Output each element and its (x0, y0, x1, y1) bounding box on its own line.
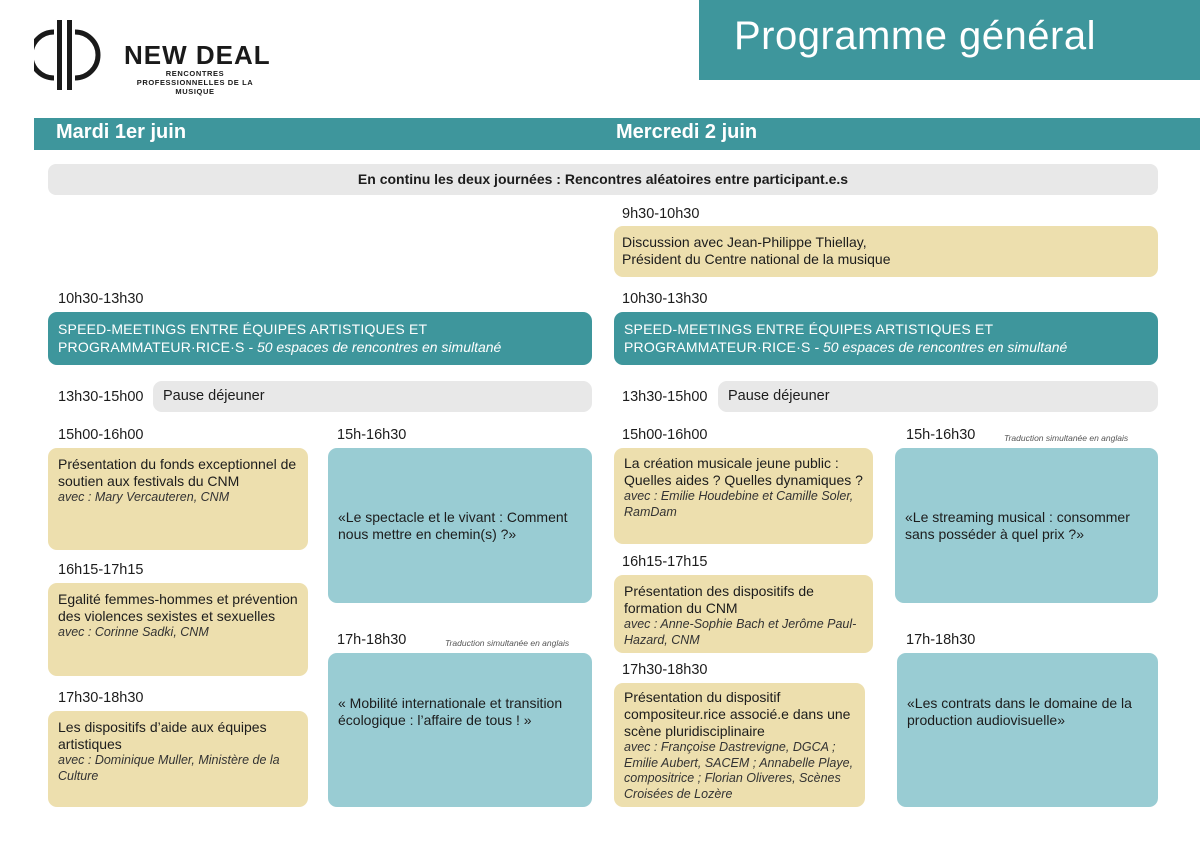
day2-lunch-time: 13h30-15h00 (622, 389, 708, 405)
day2-session2 (614, 575, 873, 653)
speed-title: SPEED-MEETINGS ENTRE ÉQUIPES ARTISTIQUES ET PROGRAMMATEUR·RICE·S (58, 321, 428, 355)
speed-subtitle: - 50 espaces de rencontres en simultané (244, 339, 502, 355)
day2-session3-time: 17h30-18h30 (622, 662, 708, 678)
session-title: La création musicale jeune public : Quelles aides ? Quelles dynamiques ? (624, 455, 863, 488)
day1-session2-time: 16h15-17h15 (58, 562, 144, 578)
day1-session1 (48, 448, 308, 550)
day1-talk1 (328, 448, 592, 603)
session-speaker: avec : Emilie Houdebine et Camille Soler, RamDam (624, 489, 854, 519)
day2-speed-meetings (614, 312, 1158, 365)
talk-title: «Le streaming musical : consommer sans posséder à quel prix ?» (905, 508, 1130, 542)
session-title: Présentation des dispositifs de formation du CNM (624, 583, 814, 616)
talk-title: «Le spectacle et le vivant : Comment nous mettre en chemin(s) ?» (338, 508, 568, 542)
day2-label: Mercredi 2 juin (616, 121, 758, 143)
session-speaker: avec : Anne-Sophie Bach et Jerôme Paul-Hazard, CNM (624, 617, 857, 647)
session-speaker: avec : Corinne Sadki, CNM (58, 625, 209, 639)
day2-lunch-break: Pause déjeuner (718, 381, 1158, 412)
talk-title: «Les contrats dans le domaine de la production audiovisuelle» (907, 695, 1132, 728)
day1-speed-meetings (48, 312, 592, 365)
day1-talk1-time: 15h-16h30 (337, 427, 407, 443)
day2-opening-time: 9h30-10h30 (622, 206, 700, 222)
opening-line1: Discussion avec Jean-Philippe Thiellay, (622, 234, 867, 250)
day1-session3 (48, 711, 308, 807)
brand-name: NEW DEAL (124, 40, 271, 70)
speed-title: SPEED-MEETINGS ENTRE ÉQUIPES ARTISTIQUES ET PROGRAMMATEUR·RICE·S (624, 321, 994, 355)
talk-title: « Mobilité internationale et transition écologique : l’affaire de tous ! » (338, 695, 563, 728)
day1-label: Mardi 1er juin (56, 121, 187, 143)
day2-session1 (614, 448, 873, 544)
day2-speed-time: 10h30-13h30 (622, 291, 708, 307)
session-speaker: avec : Dominique Muller, Ministère de la Culture (58, 753, 280, 783)
day1-speed-time: 10h30-13h30 (58, 291, 144, 307)
day2-talk1 (895, 448, 1158, 603)
new-deal-logo-icon (34, 18, 114, 92)
day2-opening-session (614, 226, 1158, 277)
day2-talk2 (897, 653, 1158, 807)
continuous-banner: En continu les deux journées : Rencontres aléatoires entre participant.e.s (48, 164, 1158, 195)
day1-talk2-time: 17h-18h30 (337, 632, 407, 648)
day2-session2-time: 16h15-17h15 (622, 554, 708, 570)
day1-session3-time: 17h30-18h30 (58, 690, 144, 706)
day2-talk1-time: 15h-16h30 (906, 427, 976, 443)
day1-session1-time: 15h00-16h00 (58, 427, 144, 443)
opening-line2: Président du Centre national de la musique (622, 251, 891, 267)
day1-lunch-time: 13h30-15h00 (58, 389, 144, 405)
day2-translation-note: Traduction simultanée en anglais (1004, 433, 1129, 443)
day1-session2 (48, 583, 308, 676)
session-title: Présentation du fonds exceptionnel de soutien aux festivals du CNM (58, 456, 297, 489)
day1-lunch-break: Pause déjeuner (153, 381, 592, 412)
day1-translation-note: Traduction simultanée en anglais (445, 638, 570, 648)
day2-session1-time: 15h00-16h00 (622, 427, 708, 443)
session-speaker: avec : Mary Vercauteren, CNM (58, 490, 230, 504)
session-title: Egalité femmes-hommes et prévention des violences sexistes et sexuelles (58, 591, 298, 624)
page-title: Programme général (734, 14, 1096, 58)
speed-subtitle: - 50 espaces de rencontres en simultané (810, 339, 1068, 355)
session-speaker: avec : Françoise Dastrevigne, DGCA ; Emilie Aubert, SACEM ; Annabelle Playe, compositrice ; Florian Oliveres, Scènes Croisées de Lozère (624, 740, 854, 801)
day1-talk2 (328, 653, 592, 807)
day2-session3 (614, 683, 865, 807)
session-title: Présentation du dispositif compositeur.rice associé.e dans une scène pluridisciplinaire (624, 689, 851, 739)
brand-subtitle: RENCONTRES PROFESSIONNELLES DE LA MUSIQUE (136, 69, 254, 96)
session-title: Les dispositifs d’aide aux équipes artistiques (58, 719, 267, 752)
day2-talk2-time: 17h-18h30 (906, 632, 976, 648)
